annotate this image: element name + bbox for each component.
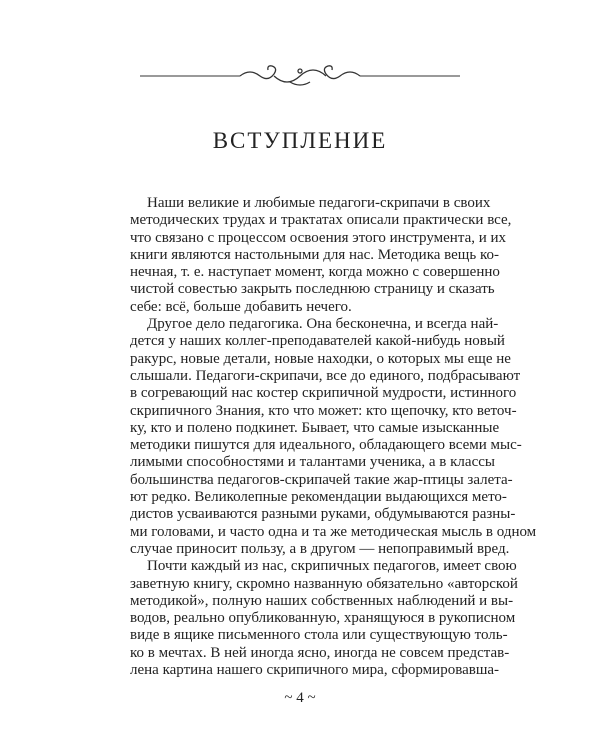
text-line: лена картина нашего скрипичного мира, сформировавша- — [130, 662, 500, 679]
text-line: лимыми способностями и талантами ученика, а в классы — [130, 454, 495, 471]
text-line: себе: всё, больше добавить нечего. — [130, 298, 352, 315]
text-line: ко в мечтах. В ней иногда ясно, иногда не совсем представ- — [130, 644, 510, 661]
text-line: виде в ящике письменного стола или существующую толь- — [130, 627, 508, 644]
text-line: большинства педагогов-скрипачей такие жар-птицы залета- — [130, 471, 513, 488]
text-line: нечная, т. е. наступает момент, когда можно с совершенно — [130, 264, 500, 281]
text-line: Наши великие и любимые педагоги-скрипачи в своих — [147, 195, 491, 211]
text-line: методикой», полную наших собственных наблюдений и вы- — [130, 592, 514, 609]
text-line: ракурс, новые детали, новые находки, о которых мы еще не — [130, 350, 511, 367]
text-line: водов, реально опубликованную, хранящуюся в рукописном — [130, 610, 516, 627]
text-line: заветную книгу, скромно названную обязательно «авторской — [130, 575, 518, 592]
text-line: методических трудах и трактатах описали практически все, — [130, 212, 512, 229]
text-line: чистой совестью закрыть последнюю страницу и сказать — [130, 281, 495, 298]
text-line: ми головами, и часто одна и та же методическая мысль в одном — [130, 523, 537, 540]
text-line: случае приносит пользу, а в другом — непоправимый вред. — [130, 540, 510, 557]
text-line: Почти каждый из нас, скрипичных педагогов, имеет свою — [147, 558, 517, 575]
text-line: Другое дело педагогика. Она бесконечна, и всегда най- — [147, 316, 499, 333]
page-number: ~ 4 ~ — [284, 690, 316, 706]
text-line: дистов усваиваются разными руками, обдумываются разны- — [130, 506, 516, 523]
chapter-title: ВСТУПЛЕНИЕ — [212, 128, 388, 153]
text-line: книги являются настольными для нас. Методика вещь ко- — [130, 246, 499, 263]
ornament-divider — [140, 62, 460, 90]
text-line: что связано с процессом освоения этого инструмента, и их — [130, 229, 507, 246]
text-line: в согревающий нас костер скрипичной мудрости, истинного — [130, 385, 517, 402]
text-line: ку, кто и полено подкинет. Бывает, что самые изысканные — [130, 419, 500, 436]
text-line: скрипичного Знания, кто что может: кто щепочку, кто веточ- — [130, 402, 517, 419]
text-line: слышали. Педагоги-скрипачи, все до единого, подбрасывают — [130, 367, 521, 384]
text-line: ют редко. Великолепные рекомендации выдающихся мето- — [130, 489, 507, 506]
body-text — [130, 195, 537, 679]
text-line: дется у наших коллег-преподавателей какой-нибудь новый — [130, 333, 505, 350]
text-line: методики пишутся для идеального, обладающего всеми мыс- — [130, 437, 522, 454]
